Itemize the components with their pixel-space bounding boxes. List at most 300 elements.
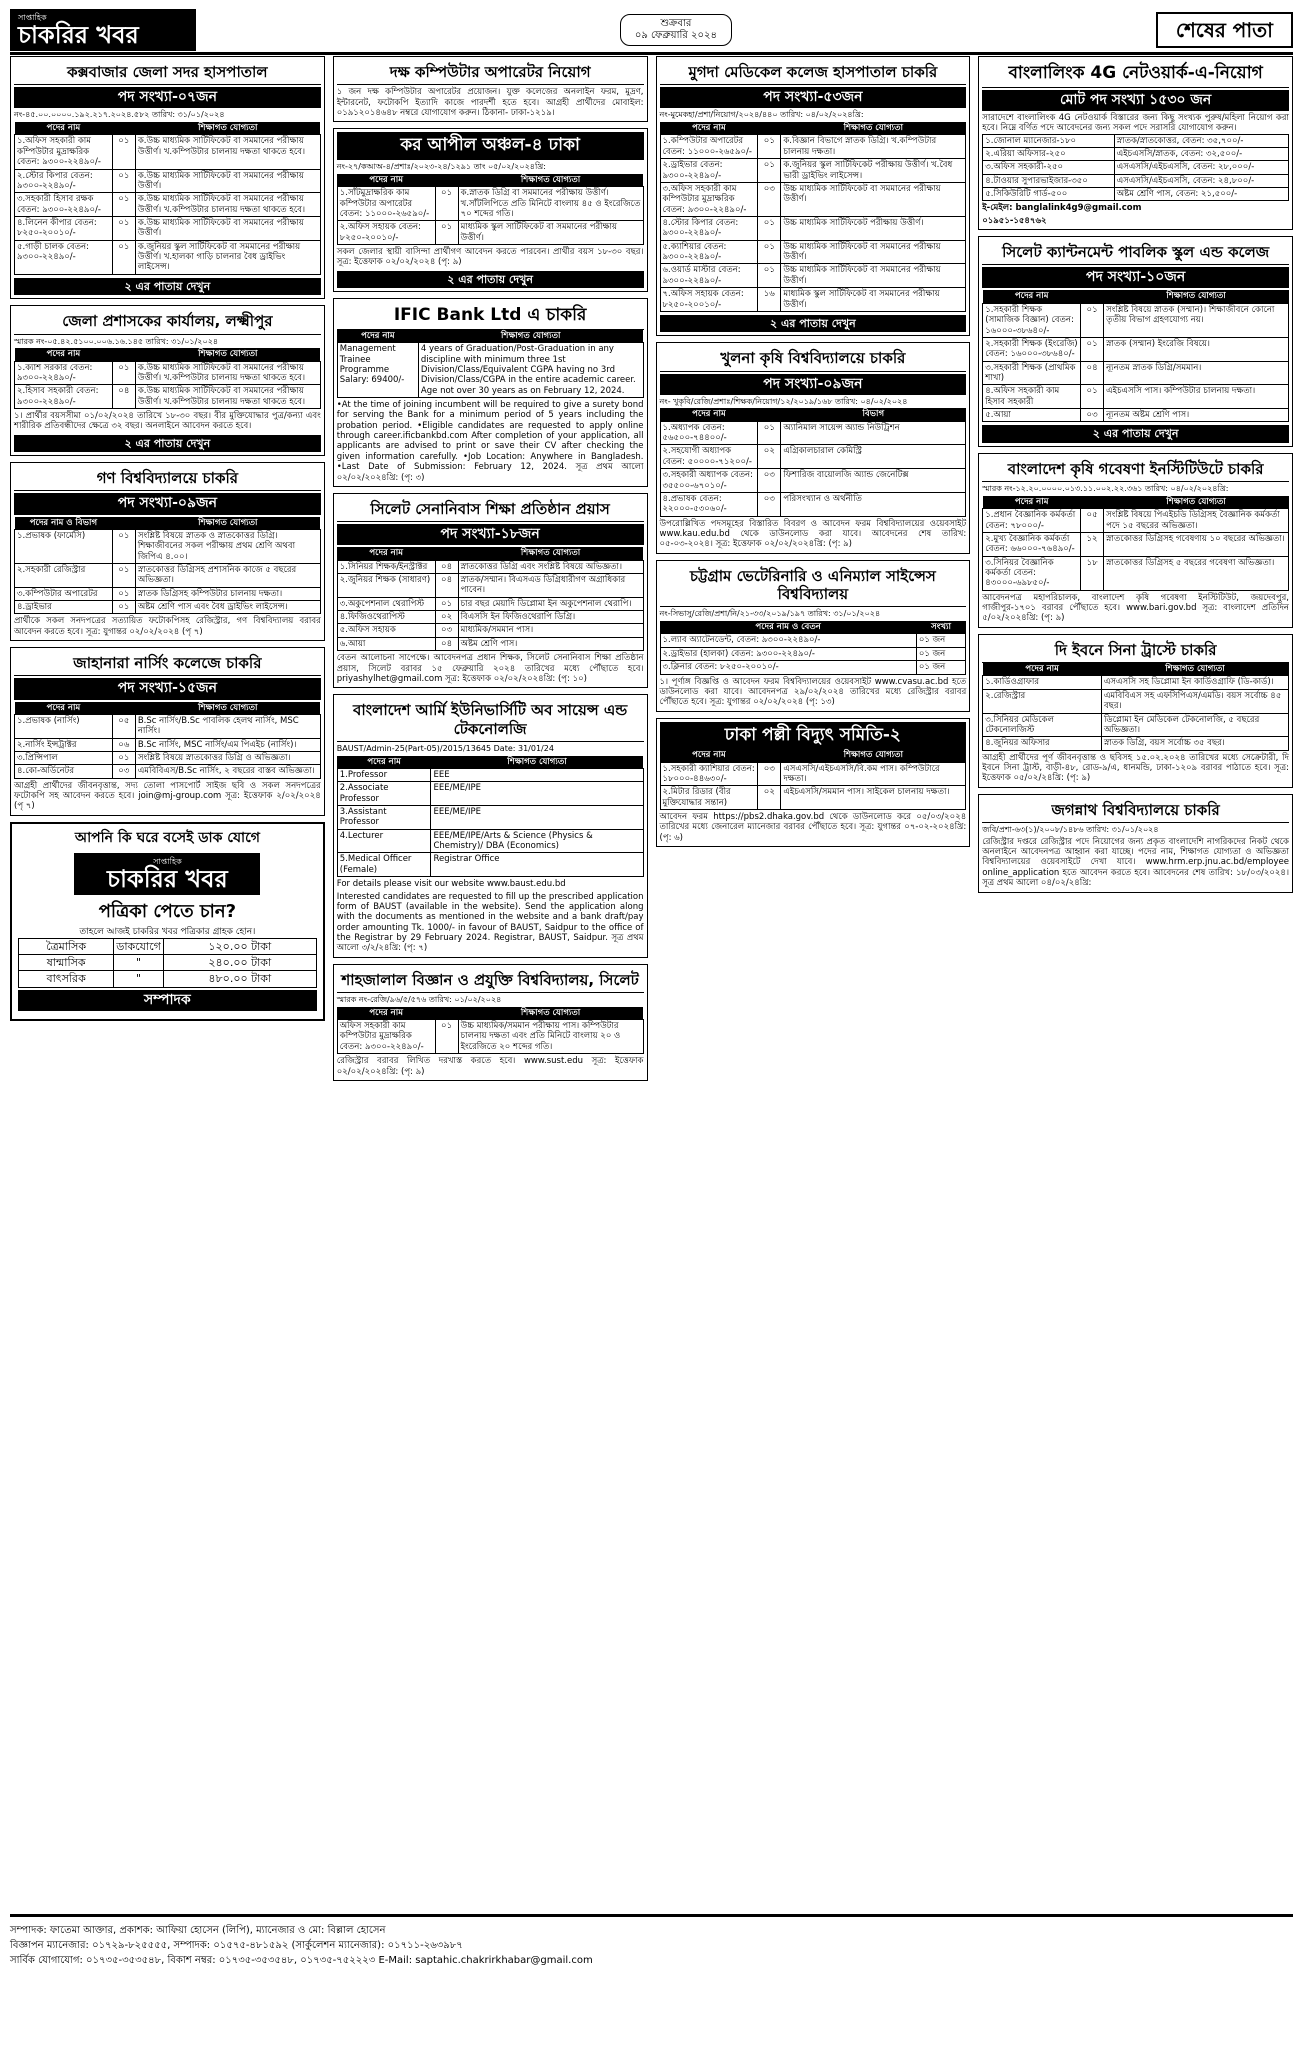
column-header: শিক্ষাগত যোগ্যতা [458, 547, 643, 560]
table-header-row [337, 1007, 643, 1020]
table-cell: 3.Assistant Professor [337, 806, 431, 830]
table-cell: " [114, 971, 164, 987]
table-cell: এসএসসি/এইচএসসি/বি.কম পাস। কম্পিউটারে দক্ষতা। [781, 762, 966, 786]
logo-small: সাপ্তাহিক [18, 13, 47, 23]
table-cell: অষ্টম শ্রেণি পাস। [458, 637, 643, 650]
table-header-row [660, 408, 966, 421]
column-header: শিক্ষাগত যোগ্যতা [1104, 290, 1289, 303]
table-cell: ০৩ [435, 624, 458, 637]
table-cell: ০৪ [112, 385, 135, 409]
table-cell: স্নাতক (সম্মান) ইংরেজি বিষয়ে। [1104, 337, 1289, 361]
table-row [660, 492, 966, 516]
table-cell: ৪.প্রভাষক বেতন: ২২০০০-৫৩০৬০/- [660, 492, 758, 516]
ad-dhaka-pbs [656, 718, 971, 848]
table-row [337, 806, 643, 830]
table-cell: ০৪ [435, 574, 458, 598]
table-cell: ৪.জুনিয়র অফিসার [983, 737, 1102, 750]
ad-note: উপরোল্লিখিত পদসমূহের বিস্তারিত বিবরণ ও আবেদন ফরম বিশ্ববিদ্যালয়ের ওয়েবসাইট www.kau.edu.bd থেকে ডাউনলোড করা যাবে। আবেদনের শেষ তারিখ: ০৫-০৩-২০২৪। সূত্র: ইত্তেফাক ০২/০২/২০২৪খ্রি: (পৃ: ৯) [659, 518, 967, 550]
ref-number: নং-৪৫.০০.০০০০.১৯২.২১৭.২০২৪.৫৮২ তারিখ: ৩১/০১/২০২৪ [14, 110, 225, 120]
table-cell: ৩.অফিস সহকারী-২৫০ [983, 161, 1114, 174]
job-table [660, 408, 967, 516]
post-count: পদ সংখ্যা-১৮জন [337, 524, 644, 545]
table-row [983, 737, 1289, 750]
table-cell: এমবিবিএস সহ এফসিপিএস/এমডি। বয়স সর্বোচ্চ ৪৫ বছর। [1101, 689, 1288, 713]
continued-note: ২ এর পাতায় দেখুন [14, 435, 321, 452]
table-row [15, 714, 321, 738]
table-row [983, 361, 1289, 385]
table-cell: ৩.অকুপেশনাল থেরাপিস্ট [337, 597, 435, 610]
table-cell: EEE/ME/IPE [431, 782, 643, 806]
column-header: শিক্ষাগত যোগ্যতা [458, 174, 643, 187]
ad-title: শাহজালাল বিজ্ঞান ও প্রযুক্তি বিশ্ববিদ্যালয়, সিলেট [337, 968, 644, 993]
continued-note: ২ এর পাতায় দেখুন [337, 271, 644, 288]
table-cell: ১৮ [1081, 556, 1104, 590]
table-cell: বাৎসরিক [19, 971, 114, 987]
table-cell: ০১ জন [916, 647, 965, 660]
column-header: শিক্ষাগত যোগ্যতা [135, 122, 320, 135]
table-cell: ০১ [758, 159, 781, 183]
table-row [660, 288, 966, 312]
ad-title: বাংলাদেশ আর্মি ইউনিভার্সিটি অব সায়েন্স এন্ড টেকনোলজি [337, 698, 644, 742]
table-cell: ০১ জন [916, 634, 965, 647]
job-table [14, 122, 321, 275]
table-cell: ১২০.০০ টাকা [163, 938, 316, 954]
subscription-sub: তাহলে আজই চাকরির খবর পত্রিকার গ্রাহক হোন। [79, 926, 256, 937]
ref-number: নং-মুমেকহা/প্রশা/নিয়োগ/২০২৪/৪৪০ তারিখ: ০৪/০২/২০২৪খ্রি: [659, 110, 864, 120]
ad-title: বাংলালিংক 4G নেটওয়ার্ক-এ-নিয়োগ [982, 60, 1289, 88]
table-cell: মাধ্যমিক/সমমান পাস। [458, 624, 643, 637]
table-cell: ক.উচ্চ মাধ্যমিক সার্টিফিকেট বা সমমানের পরীক্ষায় উত্তীর্ণ। খ.কম্পিউটার চালনায় দক্ষতা থাকতে হবে। [135, 135, 320, 169]
table-cell: ৭.অফিস সহায়ক বেতন: ৮২৫০-২০০১০/- [660, 288, 758, 312]
column-header [435, 174, 458, 187]
table-cell: ফিশারিজ বায়োলজি অ্যান্ড জেনেটিক্স [781, 469, 966, 493]
post-count: পদ সংখ্যা-৫৩জন [660, 87, 967, 108]
job-table [660, 122, 967, 312]
table-header-row [983, 496, 1289, 509]
continued-note: ২ এর পাতায় দেখুন [14, 278, 321, 295]
table-cell: 4.Lecturer [337, 829, 431, 853]
table-row [337, 611, 643, 624]
table-cell: ২.সহকারী শিক্ষক (ইংরেজি) বেতন: ১৬০০০-৩৮৬৪০/- [983, 337, 1081, 361]
table-cell: ২.মিটার রিডার (বীর মুক্তিযোদ্ধার সন্তান) [660, 786, 758, 810]
table-cell: EEE/ME/IPE [431, 806, 643, 830]
table-row [983, 509, 1289, 533]
table-cell: ০১ [758, 217, 781, 241]
table-cell: ক.উচ্চ মাধ্যমিক সার্টিফিকেট বা সমমানের পরীক্ষায় উত্তীর্ণ। [135, 169, 320, 193]
table-row [15, 135, 321, 169]
job-table [982, 134, 1289, 202]
ad-text: রেজিস্ট্রার দপ্তরে রেজিস্ট্রার পদে নিয়োগের জন্য প্রকৃত বাংলাদেশি নাগরিকদের নিকট থেকে অনলাইনে আবেদনপত্র আহ্বান করা যাচ্ছে। পদের নাম, শিক্ষাগত যোগ্যতা ও অভিজ্ঞতা বিশ্ববিদ্যালয়ের ওয়েবসাইটে দেখা যাবে। www.hrm.erp.jnu.ac.bd/employee online_application হতে আবেদন করতে হবে। আবেদনের শেষ তারিখ: ১৮/০৩/২০২৪। সূত্র প্রথম আলো ০৪/০২/২৪খ্রি: [982, 836, 1289, 889]
column-header [112, 122, 135, 135]
table-row [15, 361, 321, 385]
continued-note: ২ এর পাতায় দেখুন [982, 425, 1289, 442]
footer-line-1: সম্পাদক: ফাতেমা আক্তার, প্রকাশক: আফিয়া হোসেন (লিপি), ম্যানেজার ও মো: বিল্লাল হোসেন [10, 1925, 386, 1936]
table-cell: EEE/ME/IPE/Arts & Science (Physics & Chemistry)/ DBA (Economics) [431, 829, 643, 853]
table-row [983, 303, 1289, 337]
table-cell: ০৩ [758, 469, 781, 493]
column-header: পদের নাম ও বেতন [660, 621, 916, 634]
table-row [983, 532, 1289, 556]
column-header [435, 1007, 458, 1020]
table-header-row [337, 174, 643, 187]
table-cell: চার বছর মেয়াদি ডিপ্লোমা ইন অকুপেশনাল থেরাপি। [458, 597, 643, 610]
table-row [15, 385, 321, 409]
table-row [337, 782, 643, 806]
table-row [337, 1020, 643, 1054]
table-cell: ২.ড্রাইভার বেতন: ৯৩০০-২২৪৯০/- [660, 159, 758, 183]
table-row [660, 661, 966, 674]
column-header [112, 702, 135, 715]
column-header: পদের নাম [660, 122, 758, 135]
table-header-row [983, 663, 1289, 676]
table-cell: স্নাতক ডিগ্রিসহ কম্পিউটার চালনায় দক্ষতা। [135, 587, 320, 600]
table-cell: ১.সাঁটমুদ্রাক্ষরিক কাম কম্পিউটার অপারেটর বেতন: ১১০০০-২৬৫৯০/- [337, 187, 435, 221]
table-cell: ০৩ [1081, 409, 1104, 422]
table-header-row [15, 702, 321, 715]
ad-note: আগ্রহী প্রার্থীদের পূর্ণ জীবনবৃত্তান্ত ও ছবিসহ ১৫.০২.২০২৪ তারিখের মধ্যে সেক্রেটারী, দি ইবনে সিনা ট্রাস্ট, বাড়ী-৪৮, রোড-৯/এ, ধানমন্ডি, ঢাকা-১২০৯ বরাবর পাঠাতে হবে। সূত্র: ইত্তেফাক ০৫/০২/২৪খ্রি: (পৃ: ৯) [982, 752, 1289, 784]
table-cell: ৪৮০.০০ টাকা [163, 971, 316, 987]
table-cell: ২.অফিস সহায়ক বেতন: ৮২৫০-২০০১০/- [337, 221, 435, 245]
column-header: শিক্ষাগত যোগ্যতা [781, 122, 966, 135]
logo-small: সাপ্তাহিক [153, 856, 182, 866]
table-cell: ১৬ [758, 288, 781, 312]
table-cell: ক.বিজ্ঞান বিভাগে স্নাতক ডিগ্রি। খ.কম্পিউটার চালনায় দক্ষতা। [781, 135, 966, 159]
table-cell: ০৫ [1081, 509, 1104, 533]
table-cell: স্নাতকোত্তর ডিগ্রিসহ ৫ বছরের গবেষণা অভিজ্ঞতা। [1104, 556, 1289, 590]
job-table [660, 621, 967, 674]
table-cell: EEE [431, 768, 643, 781]
footer-line-2: বিজ্ঞাপন ম্যানেজার: ০১৭২৯-৮২৫৫৫৫, সম্পাদক: ০১৫৭৫-৪৮১৫৯২ (সার্কুলেশন ম্যানেজার): ০১৭১১-২৬৩৯৮৭ [10, 1940, 463, 1951]
column-header: শিক্ষাগত যোগ্যতা [431, 756, 643, 769]
column-header: পদের নাম [660, 408, 758, 421]
table-cell: ৫.আয়া [983, 409, 1081, 422]
table-cell: ০১ [758, 135, 781, 159]
job-table [337, 547, 644, 651]
column-header [758, 408, 781, 421]
table-cell: ২.নার্সিং ইন্সট্রাক্টর [15, 738, 113, 751]
job-table [14, 702, 321, 779]
table-row [660, 762, 966, 786]
table-header-row [15, 348, 321, 361]
table-cell: ০১ [435, 597, 458, 610]
table-cell: সংশ্লিষ্ট বিষয়ে স্নাতকোত্তর ডিগ্রি ও অভিজ্ঞতা। [135, 751, 320, 764]
table-cell: ন্যূনতম অষ্টম শ্রেণি পাস। [1104, 409, 1289, 422]
ad-title: দি ইবনে সিনা ট্রাস্টে চাকরি [982, 638, 1289, 663]
ad-ific-bank [333, 298, 648, 487]
table-cell: ২.জুনিয়র শিক্ষক (সাধারণ) [337, 574, 435, 598]
column-header: শিক্ষাগত যোগ্যতা [418, 330, 643, 343]
table-cell: ০১ [758, 421, 781, 445]
table-row [660, 786, 966, 810]
column-header: পদের নাম [15, 122, 113, 135]
table-row [660, 421, 966, 445]
subscription-box [10, 822, 325, 1021]
table-row [15, 601, 321, 614]
subscription-logo [74, 853, 260, 895]
table-row [337, 637, 643, 650]
ad-computer-operator [333, 56, 648, 122]
column-header: পদের নাম [15, 702, 113, 715]
ad-gono-university [10, 462, 325, 641]
ref-number: স্মারক নং-১২.২০.০০০০.০১৩.১১.০০২.২২.৩৬১ তারিখ: ০৪/০২/২০২৪খ্রি: [982, 484, 1229, 494]
table-row [983, 147, 1289, 160]
table-row [19, 971, 317, 987]
table-header-row [660, 621, 966, 634]
table-row [983, 713, 1289, 737]
table-row [983, 385, 1289, 409]
table-cell: ০১ [112, 135, 135, 169]
table-header-row [15, 122, 321, 135]
ad-title: বাংলাদেশ কৃষি গবেষণা ইনস্টিটিউটে চাকরি [982, 457, 1289, 482]
ad-text: সারাদেশে বাংলালিংক 4G নেটওয়ার্ক বিস্তারের জন্য কিছু সংখ্যক পুরুষ/মহিলা নিয়োগ করা হবে। নিম্নে বর্ণিত পদে আবেদনের জন্য সকল পদে সরাসরি যোগাযোগ করুন। [982, 112, 1289, 134]
ad-tax-appeal [333, 128, 648, 292]
table-row [15, 587, 321, 600]
table-cell: ষান্মাসিক [19, 954, 114, 970]
ad-jahanara-nursing [10, 647, 325, 816]
ref-number: নং-সিভাসু/রেজি/প্রশা/নি/২১-৩৩/২০১৯/১৯৭ তারিখ: ৩১/০১/২০২৪ [659, 609, 881, 619]
column-header [435, 547, 458, 560]
table-cell: ০১ [112, 193, 135, 217]
table-cell: ন্যূনতম স্নাতক ডিগ্রি/সমমান। [1104, 361, 1289, 385]
column-header: শিক্ষাগত যোগ্যতা [135, 702, 320, 715]
table-row [337, 853, 643, 877]
table-cell: ৪.স্টোর কিপার বেতন: ৯৩০০-২২৪৯০/- [660, 217, 758, 241]
table-row [983, 556, 1289, 590]
table-cell: এইচএসসি পাস। কম্পিউটার চালনায় দক্ষতা। [1104, 385, 1289, 409]
table-cell: এসএসসি সহ ডিপ্লোমা ইন কার্ডিওগ্রাফি (ডি-কার্ড)। [1101, 676, 1288, 689]
table-row [337, 187, 643, 221]
table-cell: ০১ [112, 529, 135, 563]
table-cell: ২.সহকারী রেজিস্ট্রার [15, 563, 113, 587]
table-cell: ০১ [112, 169, 135, 193]
column-header: পদের নাম [337, 547, 435, 560]
ad-baust [333, 694, 648, 957]
ad-text: ১ জন দক্ষ কম্পিউটার অপারেটর প্রয়োজন। যুক্ত কলেজের অনলাইন ফরম, মুদ্রণ, ইন্টারনেট, ফটোকপি ইত্যাদি কাজে পারদর্শী হতে হবে। আগ্রহী প্রার্থীদের মোবাইল: ০১৯১২০১৪৬৪৮ নম্বরে যোগাযোগ করুন। ঠিকানা- ঢাকা-১২১৯। [336, 87, 644, 119]
table-cell: ০১ [758, 264, 781, 288]
table-cell: ১.প্রভাষক (নার্সিং) [15, 714, 113, 738]
table-cell: ২৪০.০০ টাকা [163, 954, 316, 970]
table-row [983, 174, 1289, 187]
table-cell: স্নাতকোত্তর ডিগ্রি এবং সংশ্লিষ্ট বিষয়ে অভিজ্ঞতা। [458, 560, 643, 573]
table-row [660, 135, 966, 159]
table-cell: Registrar Office [431, 853, 643, 877]
table-cell: ০১ [758, 240, 781, 264]
ad-title: কক্সবাজার জেলা সদর হাসপাতাল [14, 60, 321, 85]
table-row [983, 187, 1289, 200]
subscription-table [18, 938, 317, 988]
column-2 [333, 56, 648, 1908]
table-cell: ৫.ক্যাশিয়ার বেতন: ৯৩০০-২২৪৯০/- [660, 240, 758, 264]
post-count: পদ সংখ্যা-০৯জন [660, 374, 967, 395]
table-cell: মাধ্যমিক স্কুল সার্টিফিকেট বা সমমানের পরীক্ষায় উত্তীর্ণ। [458, 221, 643, 245]
table-row [337, 597, 643, 610]
job-table [660, 749, 967, 810]
table-cell: " [114, 954, 164, 970]
table-header-row [337, 547, 643, 560]
table-cell: ২.ড্রাইভার (হালকা) বেতন: ৯৩০০-২২৪৯০/- [660, 647, 916, 660]
table-cell: ০৫ [112, 714, 135, 738]
table-cell: ৪.কো-অর্ডিনেটর [15, 765, 113, 778]
table-header-row [983, 290, 1289, 303]
table-row [660, 469, 966, 493]
ad-title: খুলনা কৃষি বিশ্ববিদ্যালয়ে চাকরি [660, 346, 967, 371]
column-header: পদের নাম [983, 290, 1081, 303]
table-cell: ২.হিসাব সহকারী বেতন: ৯৩০০-২২৪৯০/- [15, 385, 113, 409]
column-header: শিক্ষাগত যোগ্যতা [135, 348, 320, 361]
table-row [983, 676, 1289, 689]
table-cell: ০১ [1081, 385, 1104, 409]
ad-note: রেজিস্ট্রার বরাবর লিখিত দরখাস্ত করতে হবে। www.sust.edu সূত্র: ইত্তেফাক ০২/০২/২০২৪খ্রি: (পৃ: ৯) [336, 1056, 644, 1077]
table-cell: ৩.সিনিয়র মেডিকেল টেকনোলজিস্ট [983, 713, 1102, 737]
table-cell: ০১ [1081, 303, 1104, 337]
table-cell: ০৪ [435, 637, 458, 650]
table-cell: ০১ [112, 751, 135, 764]
table-row [19, 938, 317, 954]
table-cell: ৪.ফিজিওথেরাপিস্ট [337, 611, 435, 624]
ad-text: Interested candidates are requested to fill up the prescribed application form of BAUST (available in the website). Send the application along with the documents as mentioned in the website and a bank draft/pay order amounting Tk. 1000/- in favour of BAUST, Saidpur to the office of the Registrar by 29 February 2024. Registrar, BAUST, Saidpur. সূত্র প্রথম আলো ৩/২/২৪খ্রি: (পৃ: ৭) [336, 891, 644, 954]
table-row [660, 217, 966, 241]
column-header: পদের নাম [15, 348, 113, 361]
table-cell: ০১ [112, 601, 135, 614]
table-cell: ২.এরিয়া অফিসার-২৫০ [983, 147, 1114, 160]
ad-khulna-agri [656, 342, 971, 553]
job-table [982, 496, 1289, 591]
footer-line-3: সার্বিক যোগাযোগ: ০১৭৩৫-৩৫৩৫৪৮, বিকাশ নম্বর: ০১৭৩৫-৩৫৩৫৪৮, ০১৭৩৫-৭৫২২২৩ E-Mail: saptahic.chakrirkhabar@gmail.com [10, 1955, 593, 1966]
table-row [983, 134, 1289, 147]
table-row [983, 689, 1289, 713]
table-row [15, 193, 321, 217]
column-header: শিক্ষাগত যোগ্যতা [781, 749, 966, 762]
ad-note: আগ্রহী প্রার্থীদের জীবনবৃত্তান্ত, সদ্য তোলা পাসপোর্ট সাইজ ছবি ও সকল সনদপত্রের ফটোকপি সহ আবেদন করতে হবে। join@mj-group.com সূত্র: ইত্তেফাক ২/০২/২০২৪ (পৃ ৭) [14, 780, 321, 812]
ad-ibn-sina [978, 634, 1293, 788]
table-cell: ক.জুনিয়র স্কুল সার্টিফিকেট বা সমমানের পরীক্ষায় উত্তীর্ণ। খ.হালকা গাড়ি চালনার বৈধ ড্রাইভিং লাইসেন্স। [135, 240, 320, 274]
table-cell: সংশ্লিষ্ট বিষয়ে পিএইচডি ডিগ্রিসহ বৈজ্ঞানিক কর্মকর্তা পদে ১৫ বছরের অভিজ্ঞতা। [1104, 509, 1289, 533]
table-cell: ১.কার্ডিওগ্রাফার [983, 676, 1102, 689]
table-cell: ৩.সহকারী হিসাব রক্ষক বেতন: ৯৩০০-২২৪৯০/- [15, 193, 113, 217]
table-cell: ক.উচ্চ মাধ্যমিক সার্টিফিকেট বা সমমানের পরীক্ষায় উত্তীর্ণ। খ.কম্পিউটার চালনায় দক্ষতা থাকতে হবে। [135, 193, 320, 217]
logo-big: চাকরির খবর [18, 19, 139, 49]
ref-number: জবি/প্রশা-৬৩(১)/২০০৮/১৪৮৬ তারিখ: ৩১/০১/২০২৪ [982, 824, 1159, 834]
ad-title: ঢাকা পল্লী বিদ্যুৎ সমিতি-২ [660, 722, 967, 750]
column-1 [10, 56, 325, 1908]
table-cell: ০১ [112, 240, 135, 274]
ref-number: BAUST/Admin-25(Part-05)/2015/13645 Date: 31/01/24 [336, 743, 554, 753]
column-3 [656, 56, 971, 1908]
table-cell: ০১ [435, 221, 458, 245]
table-row [15, 217, 321, 241]
table-cell: অ্যানিমাল সায়েন্স অ্যান্ড নিউট্রিশন [781, 421, 966, 445]
ad-title: সিলেট ক্যান্টনমেন্ট পাবলিক স্কুল এন্ড কলেজ [982, 240, 1289, 265]
column-header: শিক্ষাগত যোগ্যতা [458, 1007, 643, 1020]
table-cell: ১.অধ্যাপক বেতন: ৫৬৫০০-৭৪৪০০/- [660, 421, 758, 445]
table-cell: ৪.টাওয়ার সুপারভাইজার-৩৫০ [983, 174, 1114, 187]
ad-title: জাহানারা নার্সিং কলেজে চাকরি [14, 651, 321, 676]
table-cell: ০৬ [112, 738, 135, 751]
contact-phone: ০১৯৫১-১৫৪৭৬২ [982, 215, 1047, 226]
ad-sust [333, 964, 648, 1081]
ad-cvasu [656, 560, 971, 712]
ad-mugda-hospital [656, 56, 971, 336]
table-cell: পরিসংখ্যান ও অর্থনীতি [781, 492, 966, 516]
table-cell: ৪.অফিস সহকারী কাম হিসাব সহকারী [983, 385, 1081, 409]
table-cell: ০১ [1081, 337, 1104, 361]
table-cell: ১.অফিস সহকারী কাম কম্পিউটার মুদ্রাক্ষরিক বেতন: ৯৩০০-২২৪৯০/- [15, 135, 113, 169]
post-count: পদ সংখ্যা-১৫জন [14, 678, 321, 699]
table-cell: স্নাতক/স্নাতকোত্তর, বেতন: ৩৫,৭০০/- [1114, 134, 1288, 147]
ad-title: জেলা প্রশাসকের কার্যালয়, লক্ষ্মীপুর [14, 309, 321, 334]
table-row [660, 445, 966, 469]
table-cell: ১.প্রধান বৈজ্ঞানিক কর্মকর্তা বেতন: ৭৮০০০/- [983, 509, 1081, 533]
ad-bari [978, 453, 1293, 628]
ad-note: ১। প্রার্থীর বয়সসীমা ০১/০২/২০২৪ তারিখে ১৮-৩০ বছর। বীর মুক্তিযোদ্ধার পুত্র/কন্যা এবং শারীরিক প্রতিবন্ধীদের ক্ষেত্রে ৩২ বছর। অনলাইনে আবেদন করতে হবে। [14, 411, 321, 432]
ad-title: চট্টগ্রাম ভেটেরিনারি ও এনিম্যাল সাইন্সেস বিশ্ববিদ্যালয় [660, 564, 967, 608]
table-cell: ৩.ক্লিনার বেতন: ৮২৫০-২০০১০/- [660, 661, 916, 674]
column-header: পদের নাম [337, 330, 418, 343]
table-cell: ডাকযোগে [114, 938, 164, 954]
table-cell: 5.Medical Officer (Female) [337, 853, 431, 877]
table-row [15, 765, 321, 778]
table-row [15, 529, 321, 563]
table-cell: ২.স্টোর কিপার বেতন: ৯৩০০-২২৪৯০/- [15, 169, 113, 193]
ad-cox-hospital [10, 56, 325, 299]
column-header: পদের নাম [337, 174, 435, 187]
ad-side: For details please visit our website www.baust.edu.bd [336, 879, 566, 890]
table-cell: 2.Associate Professor [337, 782, 431, 806]
table-cell: এগ্রিকালচারাল কেমিস্ট্রি [781, 445, 966, 469]
ad-columns [10, 56, 1293, 1908]
column-header [1081, 496, 1104, 509]
job-table [982, 290, 1289, 422]
table-cell: ৩.প্রিন্সিপাল [15, 751, 113, 764]
table-cell: ০৩ [112, 765, 135, 778]
table-cell: উচ্চ মাধ্যমিক সার্টিফিকেট পরীক্ষায় উত্তীর্ণ। [781, 217, 966, 241]
ad-title: গণ বিশ্ববিদ্যালয়ে চাকরি [14, 466, 321, 491]
ad-text: •At the time of joining incumbent will be required to give a surety bond for serving the Bank for a minimum period of 5 years including the probation period. •Eligible candidates are requested to apply online through career.ificbankbd.com After completion of your application, all applicants are advised to print or save their CV after checking the given information carefully. •Job Location: Anywhere in Bangladesh. •Last Date of Submission: February 12, 2024. সূত্র প্রথম আলো ০২/০২/২০২৪খ্রি: (পৃ: ৩) [336, 400, 644, 483]
ad-sylhet-school [978, 236, 1293, 447]
issue-date [620, 14, 732, 46]
table-row [660, 182, 966, 216]
table-cell: ক.উচ্চ মাধ্যমিক সার্টিফিকেট বা সমমানের পরীক্ষায় উত্তীর্ণ। খ.কম্পিউটার চালনায় দক্ষতা থাকতে হবে। [135, 385, 320, 409]
table-cell: ০৪ [1081, 361, 1104, 385]
issue-date-text: ০৯ ফেব্রুয়ারি ২০২৪ [634, 30, 717, 41]
ad-title: দক্ষ কম্পিউটার অপারেটর নিয়োগ [337, 60, 644, 85]
column-header [1081, 290, 1104, 303]
table-header-row [337, 330, 643, 343]
ref-number: স্মারক নং-০৫.৪২.৫১০০.০০৬.১৬.১৪৫ তারিখ: ৩১/০১/২০২৪ [14, 336, 219, 346]
table-cell: ডিপ্লোমা ইন মেডিকেল টেকনোলজি, ৫ বছরের অভিজ্ঞতা। [1101, 713, 1288, 737]
table-row [19, 954, 317, 970]
ad-note: বেতন আলোচনা সাপেক্ষে। আবেদনপত্র প্রধান শিক্ষক, সিলেট সেনানিবাস শিক্ষা প্রতিষ্ঠান প্রয়াস, সিলেট বরাবর ১৫ ফেব্রুয়ারি ২০২৪ তারিখের মধ্যে পৌঁছাতে হবে। priyashylhet@gmail.com সূত্র: ইত্তেফাক ০২/০২/২০২৪খ্রি: (পৃ: ১০) [336, 653, 644, 684]
table-row [337, 221, 643, 245]
editor-label: সম্পাদক [18, 990, 317, 1011]
table-cell: উচ্চ মাধ্যমিক সার্টিফিকেট বা সমমানের পরীক্ষায় উত্তীর্ণ। [781, 182, 966, 216]
contact-email: ই-মেইল: banglalink4g9@gmail.com [982, 203, 1142, 214]
table-cell: B.Sc নার্সিং/B.Sc পাবলিক হেলথ নার্সিং, MSC নার্সিং। [135, 714, 320, 738]
table-row [337, 574, 643, 598]
table-cell: ০১ [112, 563, 135, 587]
table-cell: স্নাতকোত্তর ডিগ্রিসহ গবেষণায় ১০ বছরের অভিজ্ঞতা। [1104, 532, 1289, 556]
table-cell: এইচএসসি/স্নাতক, বেতন: ৩২,৫০০/- [1114, 147, 1288, 160]
job-table [337, 330, 644, 398]
newspaper-logo [10, 9, 196, 51]
ref-number: নং-২৭/কআঅ-৪/প্রশাঃ/২০২৩-২৪/১২৯১ তাং ০৫/০২/২০২৪খ্রি: [336, 162, 546, 172]
table-cell: ০২ [758, 445, 781, 469]
table-cell: সংশ্লিষ্ট বিষয়ে স্নাতক (সম্মান)। শিক্ষাজীবনে কোনো তৃতীয় বিভাগ গ্রহণযোগ্য নয়। [1104, 303, 1289, 337]
table-cell: ১.সিনিয়র শিক্ষক/ইনস্ট্রাক্টর [337, 560, 435, 573]
table-cell: ০১ [112, 587, 135, 600]
table-cell: ০১ [112, 361, 135, 385]
table-cell: Management Trainee Programme Salary: 69400/- [337, 343, 418, 398]
